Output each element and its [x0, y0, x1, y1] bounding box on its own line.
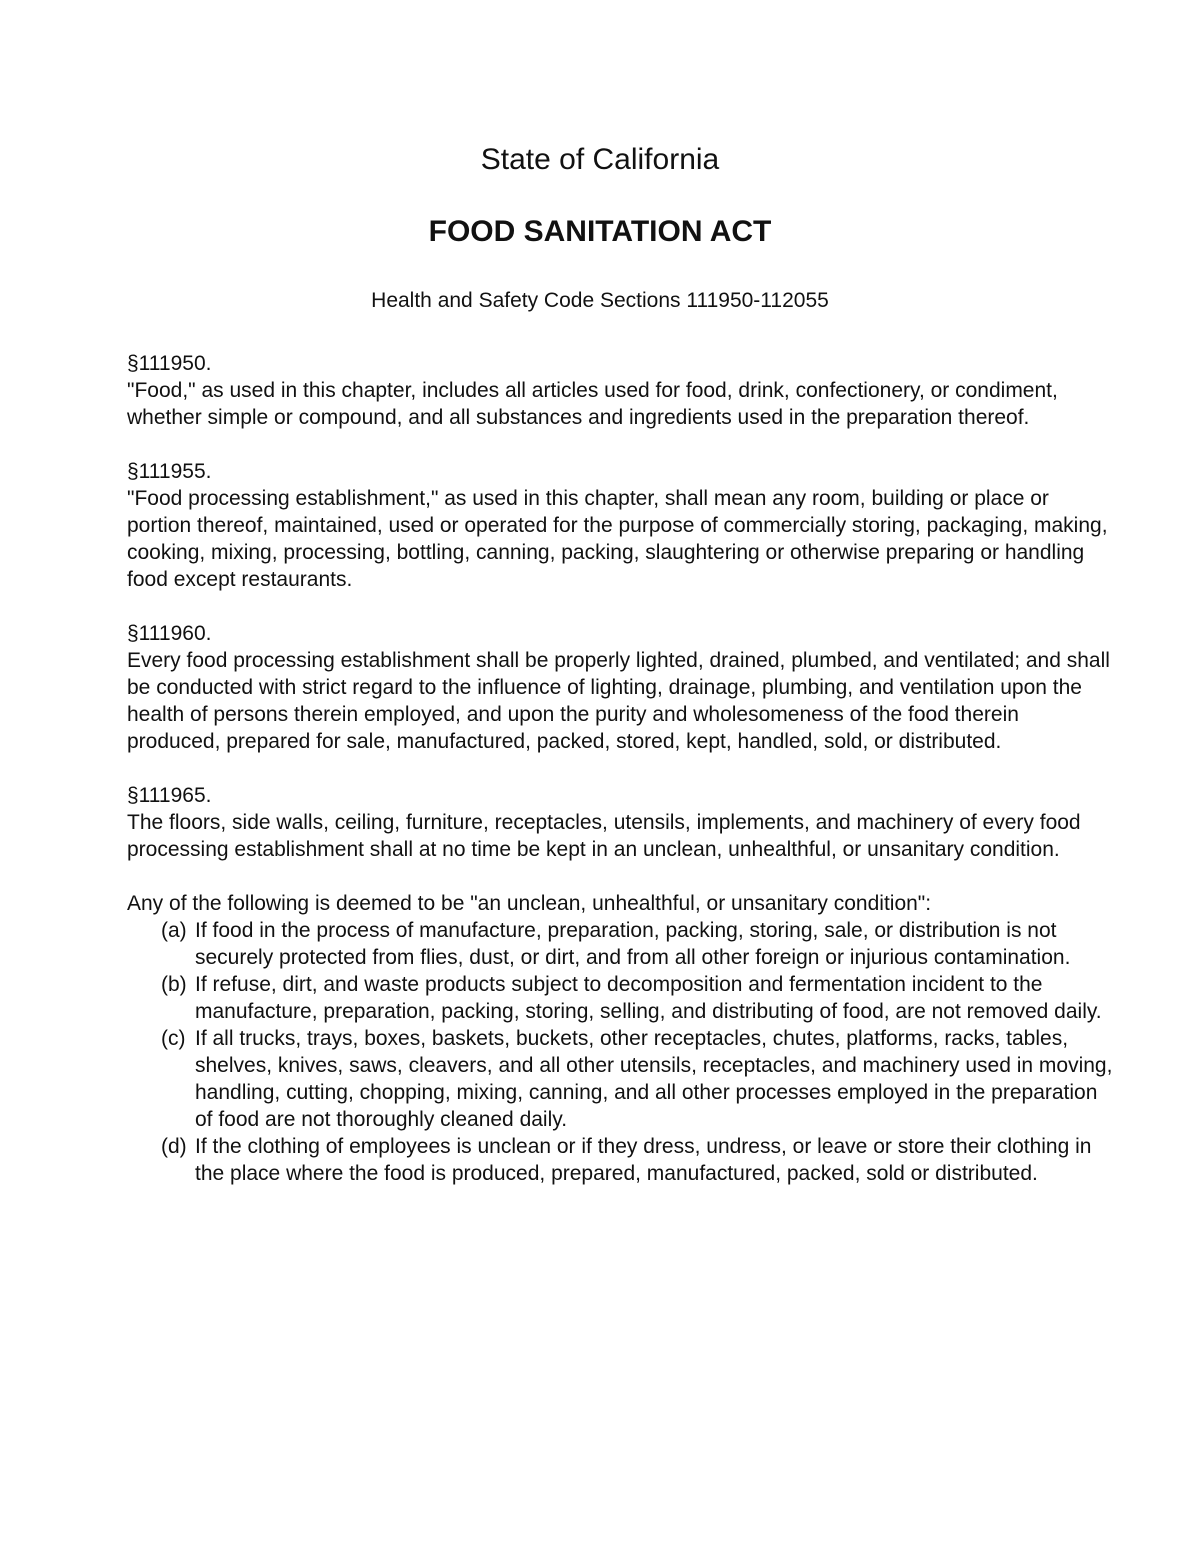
- section-number: §111965.: [127, 784, 212, 807]
- code-sections-subtitle: Health and Safety Code Sections 111950-112055: [371, 289, 829, 312]
- list-item: [161, 917, 1117, 971]
- section-text: The floors, side walls, ceiling, furniture, receptacles, utensils, implements, and machinery of every food processing establishment shall at no time be kept in an unclean, unhealthful, or unsanitary condition.: [127, 811, 1081, 861]
- section-text: Every food processing establishment shall be properly lighted, drained, plumbed, and ventilated; and shall be conducted with strict regard to the influence of lighting, drainage, plumbing, and ventilation upon the health of persons therein employed, and upon the purity and wholesomeness of the food therein produced, prepared for sale, manufactured, packed, stored, kept, handled, sold, or distributed.: [127, 649, 1110, 753]
- list-item: [161, 1133, 1117, 1187]
- section-number: §111950.: [127, 352, 212, 375]
- condition-text: If refuse, dirt, and waste products subject to decomposition and fermentation incident to the manufacture, preparation, packing, storing, selling, and distributing of food, are not removed daily.: [195, 973, 1102, 1023]
- conditions-intro: Any of the following is deemed to be "an unclean, unhealthful, or unsanitary condition":: [127, 892, 932, 915]
- state-heading: State of California: [480, 143, 720, 176]
- section-111955: [127, 458, 1117, 593]
- list-item: [161, 1025, 1117, 1133]
- list-marker: (c): [161, 1027, 186, 1050]
- condition-text: If all trucks, trays, boxes, baskets, buckets, other receptacles, chutes, platforms, racks, tables, shelves, knives, saws, cleavers, and all other utensils, receptacles, and machinery used in moving, handling, cutting, chopping, mixing, canning, and all other processes employed in the preparation of food are not thoroughly cleaned daily.: [195, 1027, 1113, 1131]
- section-111960: [127, 620, 1117, 755]
- document-body: [127, 350, 1117, 1187]
- list-marker: (a): [161, 919, 187, 942]
- list-marker: (d): [161, 1135, 187, 1158]
- section-text: "Food," as used in this chapter, includes all articles used for food, drink, confectionery, or condiment, whether simple or compound, and all substances and ingredients used in the preparation thereof.: [127, 379, 1058, 429]
- section-text: "Food processing establishment," as used in this chapter, shall mean any room, building or place or portion thereof, maintained, used or operated for the purpose of commercially storing, packaging, making, cooking, mixing, processing, bottling, canning, packing, slaughtering or otherwise preparing or handling food except restaurants.: [127, 487, 1108, 591]
- section-number: §111960.: [127, 622, 212, 645]
- condition-text: If the clothing of employees is unclean or if they dress, undress, or leave or store their clothing in the place where the food is produced, prepared, manufactured, packed, sold or distributed.: [195, 1135, 1092, 1185]
- section-111965: [127, 782, 1117, 863]
- section-111950: [127, 350, 1117, 431]
- section-number: §111955.: [127, 460, 212, 483]
- condition-text: If food in the process of manufacture, preparation, packing, storing, sale, or distribution is not securely protected from flies, dust, or dirt, and from all other foreign or injurious contamination.: [195, 919, 1071, 969]
- list-marker: (b): [161, 973, 187, 996]
- act-title: FOOD SANITATION ACT: [428, 215, 772, 248]
- list-item: [161, 971, 1117, 1025]
- conditions-list: [127, 917, 1117, 1187]
